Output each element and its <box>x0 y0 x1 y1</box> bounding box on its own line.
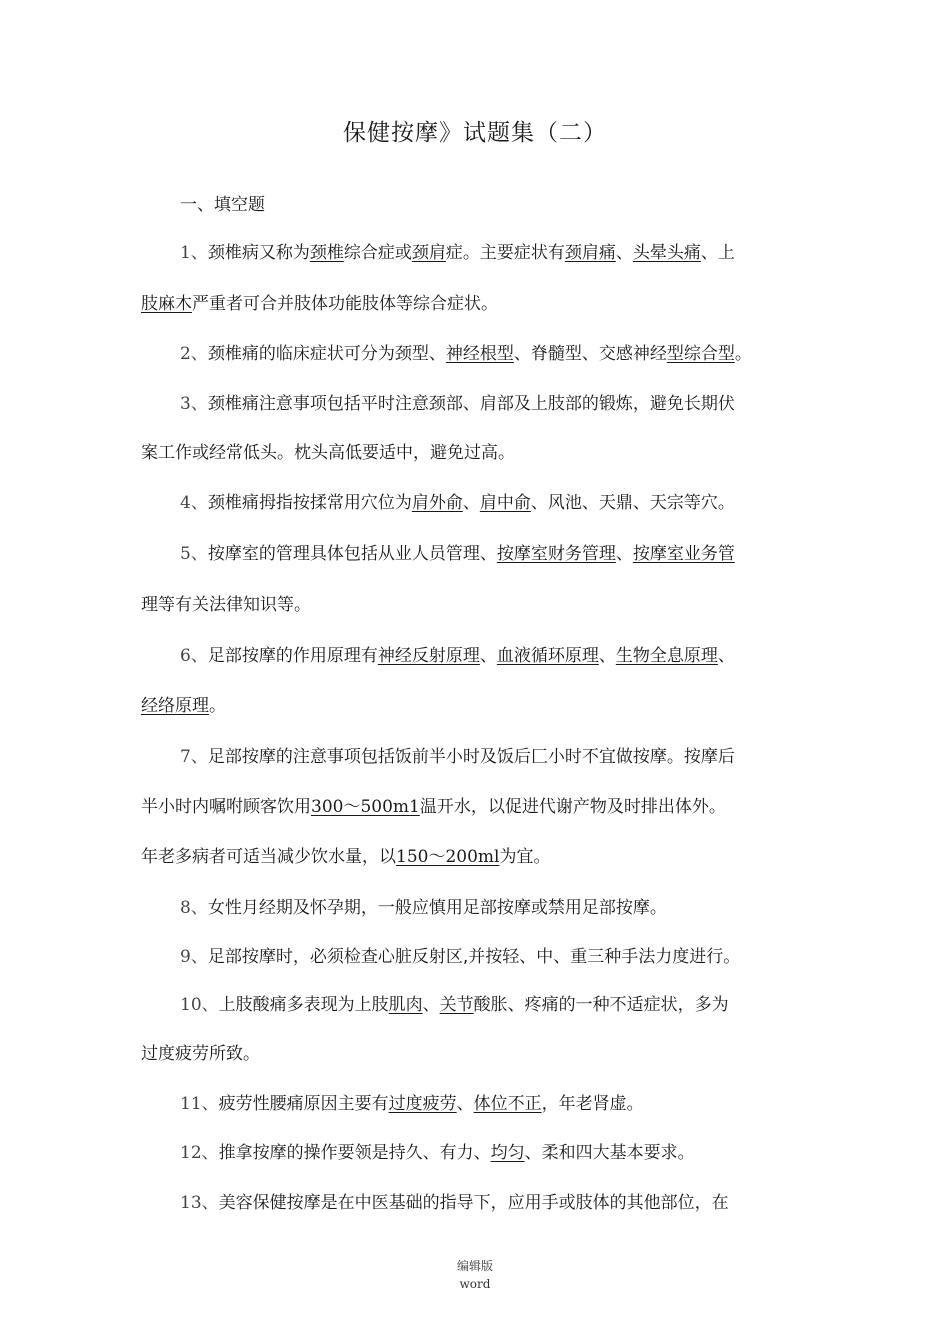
text: 严重者可合并肢体功能肢体等综合症状。 <box>192 294 498 314</box>
answer-blank: 300～500m1 <box>311 797 420 817</box>
question-number: 12、 <box>180 1143 219 1163</box>
question-4 <box>180 491 735 515</box>
question-8 <box>180 896 667 920</box>
text: 酸胀、疼痛的一种不适症状，多为 <box>473 995 729 1015</box>
question-9 <box>180 945 740 969</box>
text: 、 <box>615 544 633 564</box>
text: 上肢酸痛多表现为上肢 <box>218 995 389 1015</box>
answer-blank: 型综合型 <box>666 344 735 364</box>
text: 为宜。 <box>499 847 551 867</box>
answer-blank: 颈肩 <box>411 243 446 263</box>
section-heading: 一、填空题 <box>180 195 265 215</box>
answer-blank: 经络原理 <box>141 696 209 716</box>
text: 、柔和四大基本要求。 <box>524 1143 695 1163</box>
text: 推拿按摩的操作要领是持久、有力、 <box>218 1143 491 1163</box>
question-number: 4、 <box>180 493 208 513</box>
text: 、 <box>598 646 616 666</box>
text: 综合症或 <box>343 243 412 263</box>
text: 足部按摩的注意事项包括饭前半小时及饭后匚小时不宜做按摩。按摩后 <box>207 747 735 767</box>
text: 疲劳性腰痛原因主要有 <box>218 1094 389 1114</box>
question-3-line-2 <box>141 441 515 465</box>
question-5-line-1 <box>180 542 735 566</box>
question-number: 2、 <box>180 344 208 364</box>
text: 年老多病者可适当减少饮水量，以 <box>141 847 396 867</box>
question-6-line-1 <box>180 644 735 668</box>
answer-blank: 血液循环原理 <box>496 646 599 666</box>
text: 、风池、天鼎、天宗等穴。 <box>530 493 735 513</box>
question-7-line-2 <box>141 795 726 819</box>
text: 过度疲劳所致。 <box>141 1044 260 1064</box>
answer-blank: 体位不正 <box>473 1094 542 1114</box>
answer-blank: 关节 <box>439 995 474 1015</box>
question-number: 13、 <box>180 1193 219 1213</box>
text: 颈椎痛的临床症状可分为颈型、 <box>207 344 446 364</box>
question-number: 3、 <box>180 394 208 414</box>
answer-blank: 按摩室业务管 <box>632 544 735 564</box>
text: 、 <box>456 1094 474 1114</box>
answer-blank: 均匀 <box>490 1143 525 1163</box>
answer-blank: 过度疲劳 <box>388 1094 457 1114</box>
text: 颈椎病又称为 <box>207 243 310 263</box>
text: 美容保健按摩是在中医基础的指导下，应用手或肢体的其他部位，在 <box>218 1193 729 1213</box>
text: 温开水，以促进代谢产物及时排出体外。 <box>419 797 726 817</box>
text: 。 <box>734 344 752 364</box>
text: 、脊髓型、交感神经 <box>513 344 667 364</box>
answer-blank: 按摩室财务管理 <box>496 544 616 564</box>
text: 、 <box>462 493 480 513</box>
text: 、 <box>479 646 497 666</box>
text: 颈椎痛拇指按揉常用穴位为 <box>207 493 412 513</box>
footer-format: word <box>459 1277 491 1291</box>
question-1-line-1 <box>180 241 735 265</box>
text: 按摩室的管理具体包括从业人员管理、 <box>207 544 497 564</box>
text: 案工作或经常低头。枕头高低要适中，避免过高。 <box>141 443 515 463</box>
answer-blank: 头晕头痛 <box>632 243 701 263</box>
text: 足部按摩时，必须检查心脏反射区,并按轻、中、重三种手法力度进行。 <box>207 947 741 967</box>
question-5-line-2 <box>141 593 311 617</box>
text: 、 <box>717 646 735 666</box>
text: 女性月经期及怀孕期，一般应慎用足部按摩或禁用足部按摩。 <box>207 898 667 918</box>
page-title: 保健按摩》试题集（二） <box>343 120 607 146</box>
question-number: 8、 <box>180 898 208 918</box>
answer-blank: 肩中俞 <box>479 493 531 513</box>
question-7-line-1 <box>180 745 735 769</box>
question-12 <box>180 1141 695 1165</box>
answer-blank: 神经根型 <box>445 344 514 364</box>
question-7-line-3 <box>141 845 550 869</box>
text: 足部按摩的作用原理有 <box>207 646 378 666</box>
question-number: 5、 <box>180 544 208 564</box>
question-number: 9、 <box>180 947 208 967</box>
answer-blank: 颈肩痛 <box>564 243 616 263</box>
answer-blank: 神经反射原理 <box>377 646 480 666</box>
question-3-line-1 <box>180 392 735 416</box>
question-number: 11、 <box>180 1094 219 1114</box>
question-number: 10、 <box>180 995 219 1015</box>
question-1-line-2 <box>141 292 498 316</box>
answer-blank: 颈椎 <box>309 243 344 263</box>
question-10-line-2 <box>141 1042 260 1066</box>
text: 理等有关法律知识等。 <box>141 595 311 615</box>
question-number: 6、 <box>180 646 208 666</box>
answer-blank: 肩外俞 <box>411 493 463 513</box>
question-number: 1、 <box>180 243 208 263</box>
question-2 <box>180 342 752 366</box>
answer-blank: 生物全息原理 <box>615 646 718 666</box>
question-10-line-1 <box>180 993 729 1017</box>
text: 半小时内嘱咐顾客饮用 <box>141 797 311 817</box>
text: 。 <box>209 696 226 716</box>
answer-blank: 肌肉 <box>388 995 423 1015</box>
answer-blank: 肢麻木 <box>141 294 192 314</box>
question-6-line-2 <box>141 694 226 718</box>
text: 症。主要症状有 <box>445 243 565 263</box>
text: ，年老肾虚。 <box>541 1094 644 1114</box>
text: 、 <box>615 243 633 263</box>
text: 、上 <box>700 243 735 263</box>
text: 、 <box>422 995 440 1015</box>
footer-label: 编辑版 <box>456 1259 493 1273</box>
text: 颈椎痛注意事项包括平时注意颈部、肩部及上肢部的锻炼，避免长期伏 <box>207 394 735 414</box>
question-number: 7、 <box>180 747 208 767</box>
question-11 <box>180 1092 644 1116</box>
answer-blank: 150～200ml <box>396 847 500 867</box>
question-13 <box>180 1191 729 1215</box>
